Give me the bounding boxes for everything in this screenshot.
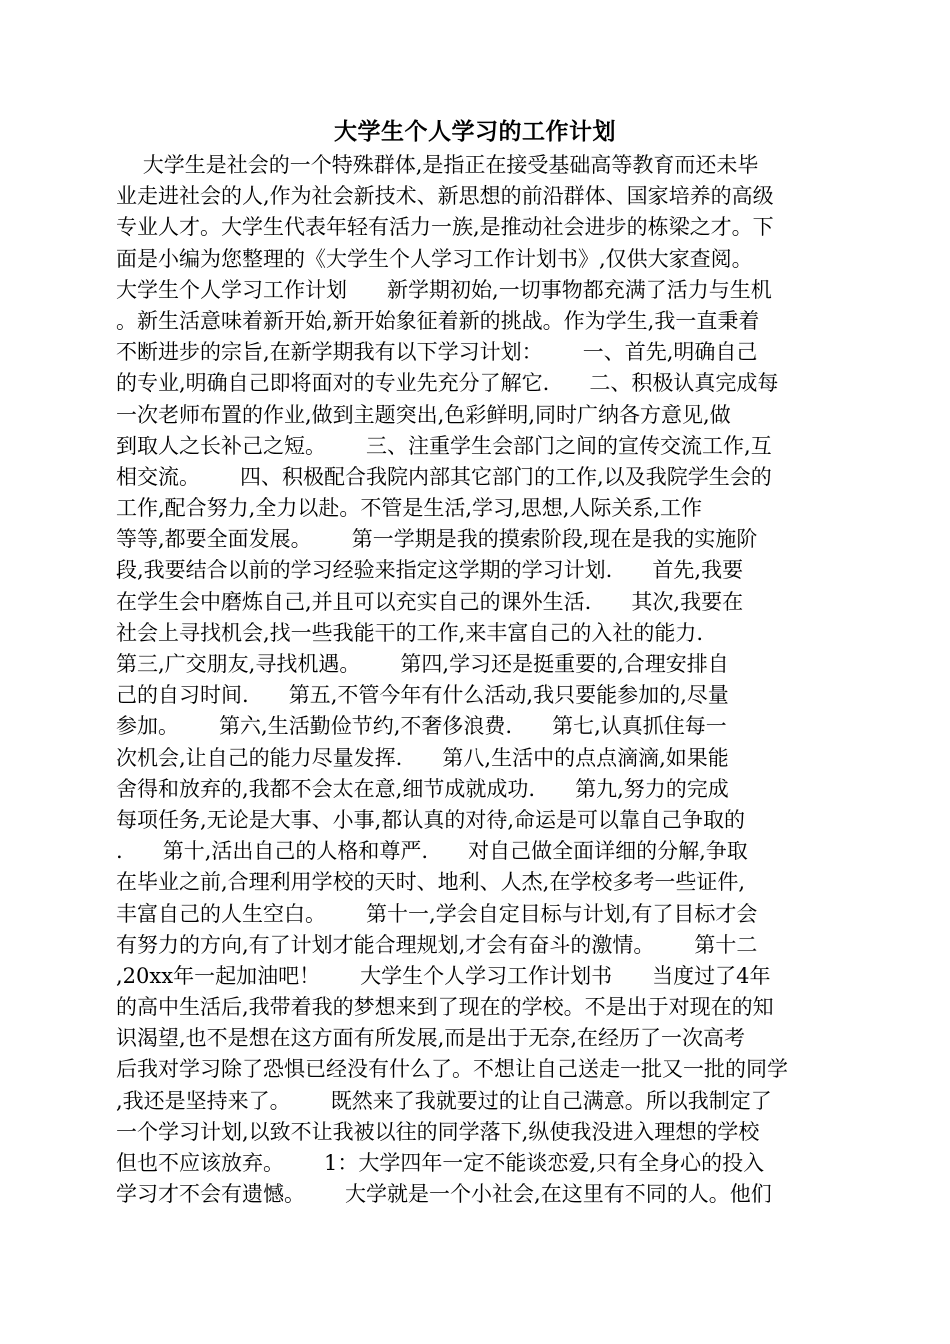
document-title: 大学生个人学习的工作计划 [334,118,616,145]
body-text-line: 在毕业之前,合理利用学校的天时、地利、人杰,在学校多考一些证件, [116,870,746,895]
body-text-line: 大学生是社会的一个特殊群体,是指正在接受基础高等教育而还未毕 [116,153,759,177]
body-text-line: 不断进步的宗旨,在新学期我有以下学习计划： 一、首先,明确自己 [116,340,758,365]
body-text-line: 但也不应该放弃。 1：大学四年一定不能谈恋爱,只有全身心的投入 [116,1151,765,1175]
body-text-line: 的高中生活后,我带着我的梦想来到了现在的学校。不是出于对现在的知 [116,995,774,1020]
body-text-line: 到取人之长补己之短。 三、注重学生会部门之间的宣传交流工作,互 [116,433,772,458]
body-text-line: ,我还是坚持来了。 既然来了我就要过的让自己满意。所以我制定了 [116,1088,772,1113]
body-text-line: ,20xx年一起加油吧！ 大学生个人学习工作计划书 当度过了4年 [116,963,771,988]
body-text-line: 段,我要结合以前的学习经验来指定这学期的学习计划. 首先,我要 [116,558,744,583]
body-text-line: 专业人才。大学生代表年轻有活力一族,是推动社会进步的栋梁之才。下 [116,215,774,240]
body-text-line: 每项任务,无论是大事、小事,都认真的对待,命运是可以靠自己争取的 [116,807,746,832]
document-body [116,150,836,1210]
body-text-line: 参加。 第六,生活勤俭节约,不奢侈浪费. 第七,认真抓住每一 [116,714,727,739]
body-text-line: 有努力的方向,有了计划才能合理规划,才会有奋斗的激情。 第十二 [116,932,758,957]
body-text-line: 社会上寻找机会,找一些我能干的工作,来丰富自己的入社的能力. [116,620,704,645]
body-text-line: 识渴望,也不是想在这方面有所发展,而是出于无奈,在经历了一次高考 [116,1026,746,1051]
body-text-line: 舍得和放弃的,我都不会太在意,细节成就成功. 第九,努力的完成 [116,776,729,801]
body-text-line: 的专业,明确自己即将面对的专业先充分了解它. 二、积极认真完成每 [116,371,779,396]
body-text-line: 次机会,让自己的能力尽量发挥. 第八,生活中的点点滴滴,如果能 [116,745,729,770]
body-text-line: 相交流。 四、积极配合我院内部其它部门的工作,以及我院学生会的 [116,464,772,489]
body-text-line: 己的自习时间. 第五,不管今年有什么活动,我只要能参加的,尽量 [116,683,729,708]
body-text-line: 学习才不会有遗憾。 大学就是一个小社会,在这里有不同的人。他们 [116,1182,772,1207]
body-text-line: 一个学习计划,以致不让我被以往的同学落下,纵使我没进入理想的学校 [116,1119,760,1144]
body-text-line: 丰富自己的人生空白。 第十一,学会自定目标与计划,有了目标才会 [116,901,758,926]
body-text-line: 在学生会中磨炼自己,并且可以充实自己的课外生活. 其次,我要在 [116,589,744,614]
body-text-line: 一次老师布置的作业,做到主题突出,色彩鲜明,同时广纳各方意见,做 [116,402,731,427]
body-text-line: 业走进社会的人,作为社会新技术、新思想的前沿群体、国家培养的高级 [116,184,774,209]
body-text-line: 第三,广交朋友,寻找机遇。 第四,学习还是挺重要的,合理安排自 [116,652,729,676]
body-text-line: . 第十,活出自己的人格和尊严. 对自己做全面详细的分解,争取 [116,839,748,864]
body-text-line: 工作,配合努力,全力以赴。不管是生活,学习,思想,人际关系,工作 [116,496,703,521]
body-text-line: 。新生活意味着新开始,新开始象征着新的挑战。作为学生,我一直秉着 [116,308,760,333]
body-text-line: 等等,都要全面发展。 第一学期是我的摸索阶段,现在是我的实施阶 [116,527,758,552]
body-text-line: 面是小编为您整理的《大学生个人学习工作计划书》,仅供大家查阅。 [116,246,753,271]
body-text-line: 大学生个人学习工作计划 新学期初始,一切事物都充满了活力与生机 [116,277,772,302]
body-text-line: 后我对学习除了恐惧已经没有什么了。不想让自己送走一批又一批的同学 [116,1057,788,1082]
